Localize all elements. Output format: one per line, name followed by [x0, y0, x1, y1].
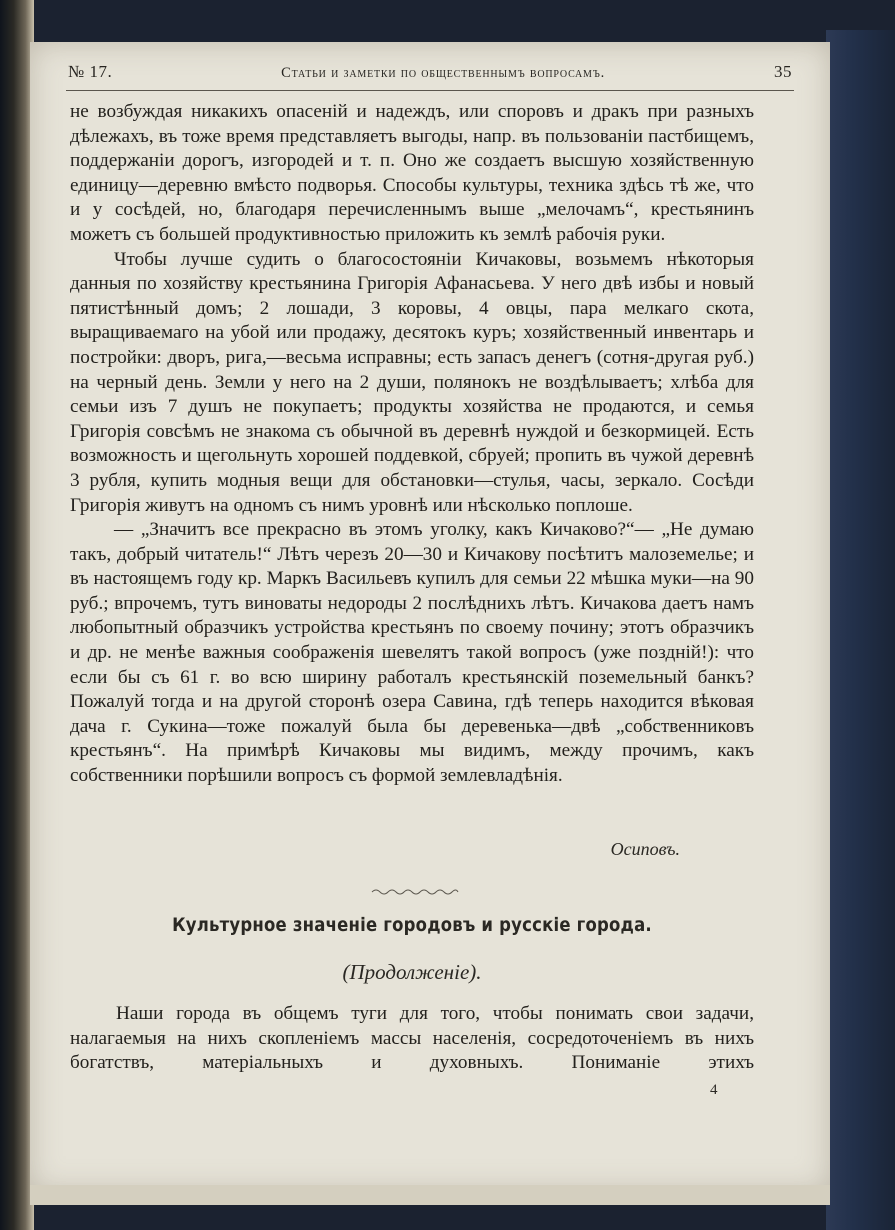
- book-page: [30, 42, 830, 1192]
- paragraph-1: не возбуждая никакихъ опасеній и надеждъ, или споровъ и дракъ при разныхъ дѣлежахъ, въ тоже время представляетъ выгоды, напр. въ пользованіи пастбищемъ, поддержаніи дорогъ, изгородей и т. п. Оно же создаетъ высшую хозяйственную единицу—деревню вмѣсто подворья. Способы культуры, техника здѣсь тѣ же, что и у сосѣдей, но, благодаря перечисленнымъ выше „мелочамъ“, крестьянинъ можетъ съ большей продуктивностью приложить къ землѣ рабочія руки.: [70, 101, 754, 245]
- section-title: Культурное значеніе городовъ и русскіе города.: [172, 913, 652, 936]
- next-article-body: [70, 1002, 754, 1076]
- signature-mark: 4: [710, 1082, 718, 1098]
- issue-number: № 17.: [68, 62, 113, 81]
- article-body: [70, 100, 754, 789]
- page-number: 35: [773, 62, 792, 81]
- next-paragraph-1: Наши города въ общемъ туги для того, чтобы понимать свои задачи, налагаемыя на нихъ скопленіемъ массы населенія, сосредоточеніемъ въ нихъ богатствъ, матеріальныхъ и духовныхъ. Пониманіе этихъ: [70, 1003, 754, 1074]
- running-header: [68, 62, 792, 90]
- running-title: Статьи и заметки по общественнымъ вопросамъ.: [281, 65, 606, 81]
- paragraph-3: — „Значитъ все прекрасно въ этомъ уголку, какъ Кичаково?“— „Не думаю такъ, добрый читатель!“ Лѣтъ черезъ 20—30 и Кичакову посѣтитъ малоземелье; и въ настоящемъ году кр. Маркъ Васильевъ купилъ для семьи 22 мѣшка муки—на 90 руб.; впрочемъ, тутъ виноваты недороды 2 послѣднихъ лѣтъ. Кичакова даетъ намъ любопытный образчикъ устройства крестьянъ по своему почину; этотъ образчикъ и др. не менѣе важныя соображенія шевелятъ такой вопросъ (уже поздній!): что если бы съ 61 г. во всю ширину работалъ крестьянскій поземельный банкъ? Пожалуй тогда и на другой сторонѣ озера Савина, гдѣ теперь находится вѣковая дача г. Сукина—тоже пожалуй была бы деревенька—двѣ „собственниковъ крестьянъ“. На примѣрѣ Кичаковы мы видимъ, между прочимъ, какъ собственники порѣшили вопросъ съ формой землевладѣнія.: [70, 519, 754, 787]
- author-signature: Осиповъ.: [610, 839, 680, 859]
- section-subtitle: (Продолженіе).: [342, 960, 482, 984]
- book-left-edge: [0, 0, 34, 1230]
- page-underside: [30, 1185, 830, 1205]
- section-divider: [370, 887, 460, 897]
- book-binding: [826, 30, 895, 1230]
- header-rule: [66, 90, 794, 91]
- paragraph-2: Чтобы лучше судить о благосостояніи Кичаковы, возьмемъ нѣкоторыя данныя по хозяйству крестьянина Григорія Афанасьева. У него двѣ избы и новый пятистѣнный домъ; 2 лошади, 3 коровы, 4 овцы, пара мелкаго скота, выращиваемаго на убой или продажу, десятокъ куръ; хозяйственный инвентарь и постройки: дворъ, рига,—весьма исправны; есть запасъ денегъ (сотня-другая руб.) на черный день. Земли у него на 2 души, полянокъ не воздѣлываетъ; хлѣба для семьи изъ 7 душъ не покупаетъ; продукты хозяйства не продаются, и семья Григорія совсѣмъ не знакома съ обычной въ деревнѣ нуждой и безкормицей. Есть возможность и щегольнуть хорошей поддевкой, сбруей; пропить въ чужой деревнѣ 3 рубля, купить модныя вещи для обстановки—стулья, часы, зеркало. Сосѣди Григорія живутъ на одномъ съ нимъ уровнѣ или нѣсколько поплоше.: [70, 248, 754, 516]
